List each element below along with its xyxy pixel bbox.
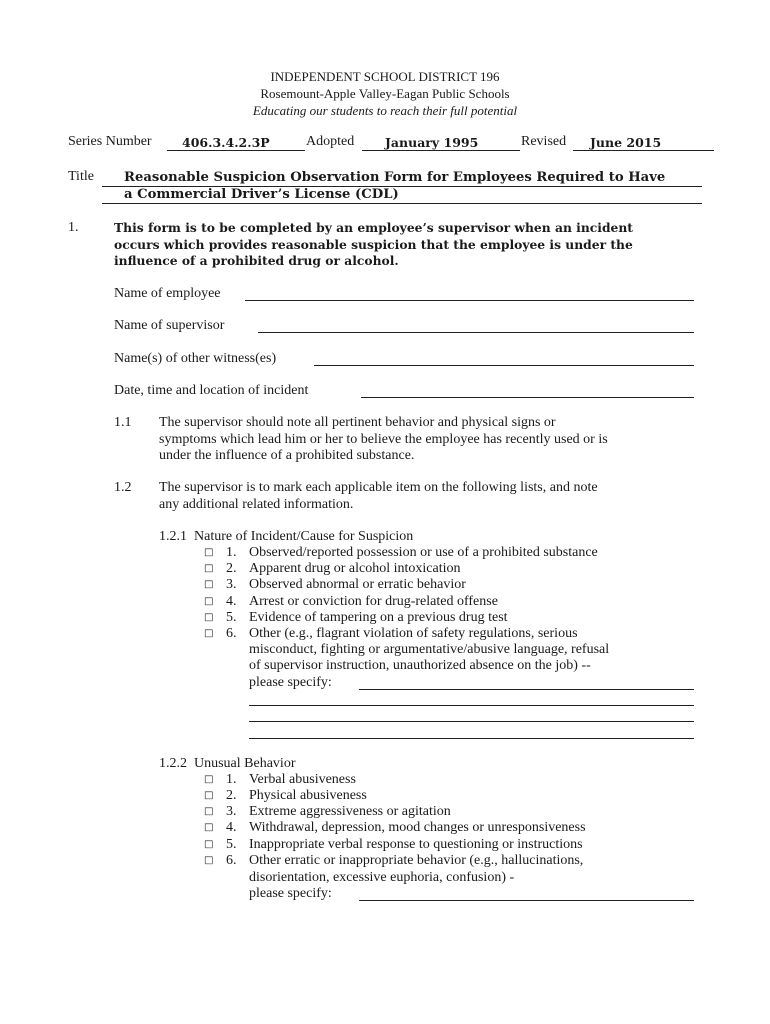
adopted-value: January 1995 (385, 135, 479, 150)
item-number: 2. (226, 788, 237, 803)
checkbox[interactable]: □ (204, 628, 214, 639)
witness-names-field[interactable] (314, 365, 694, 366)
checkbox[interactable]: □ (204, 774, 214, 785)
item-text-continued: misconduct, fighting or argumentative/abusive language, refusal (249, 642, 610, 657)
item-text: Observed/reported possession or use of a prohibited substance (249, 545, 598, 560)
item-number: 5. (226, 610, 237, 625)
section-1-2-2-heading: 1.2.2 Unusual Behavior (159, 756, 296, 771)
employee-name-field[interactable] (245, 300, 694, 301)
checkbox[interactable]: □ (204, 563, 214, 574)
item-text-continued: of supervisor instruction, unauthorized absence on the job) -- (249, 658, 591, 673)
employee-name-label: Name of employee (114, 286, 221, 301)
item-text: Verbal abusiveness (249, 772, 356, 787)
checkbox[interactable]: □ (204, 839, 214, 850)
witness-names-label: Name(s) of other witness(es) (114, 351, 277, 366)
intro-line: influence of a prohibited drug or alcohol. (114, 253, 399, 268)
supervisor-name-field[interactable] (258, 332, 694, 333)
adopted-label: Adopted (306, 134, 355, 149)
text-line: The supervisor should note all pertinent behavior and physical signs or (159, 415, 556, 430)
checkbox[interactable]: □ (204, 547, 214, 558)
specify-field[interactable] (359, 689, 694, 690)
incident-details-field[interactable] (361, 397, 694, 398)
section-1-1-number: 1.1 (114, 415, 132, 430)
title-label: Title (68, 169, 94, 184)
checkbox[interactable]: □ (204, 855, 214, 866)
item-number: 3. (226, 804, 237, 819)
specify-field-line[interactable] (249, 721, 694, 722)
item-text: Inappropriate verbal response to questioning or instructions (249, 837, 583, 852)
specify-field[interactable] (359, 900, 694, 901)
item-text: Extreme aggressiveness or agitation (249, 804, 451, 819)
item-text-continued: disorientation, excessive euphoria, confusion) - (249, 870, 515, 885)
specify-field-line[interactable] (249, 705, 694, 706)
specify-field-line[interactable] (249, 738, 694, 739)
item-text: Observed abnormal or erratic behavior (249, 577, 466, 592)
section-1-number: 1. (68, 220, 79, 235)
section-1-1-text (159, 415, 719, 465)
series-label: Series Number (68, 134, 152, 149)
district-name: INDEPENDENT SCHOOL DISTRICT 196 (270, 69, 500, 84)
incident-details-label: Date, time and location of incident (114, 383, 309, 398)
item-text: Arrest or conviction for drug-related offense (249, 594, 498, 609)
checkbox[interactable]: □ (204, 612, 214, 623)
text-line: symptoms which lead him or her to believe the employee has recently used or is (159, 431, 608, 447)
item-number: 3. (226, 577, 237, 592)
title-underline-2 (102, 203, 702, 204)
title-line-1: Reasonable Suspicion Observation Form for Employees Required to Have (124, 170, 666, 185)
checkbox[interactable]: □ (204, 790, 214, 801)
supervisor-name-label: Name of supervisor (114, 318, 225, 333)
specify-label: please specify: (249, 675, 332, 690)
item-text: Other erratic or inappropriate behavior (e.g., hallucinations, (249, 853, 584, 868)
section-1-2-1-heading: 1.2.1 Nature of Incident/Cause for Suspicion (159, 529, 414, 544)
revised-label: Revised (521, 134, 567, 149)
item-text: Physical abusiveness (249, 788, 367, 803)
revised-value: June 2015 (590, 135, 662, 150)
item-text: Evidence of tampering on a previous drug test (249, 610, 508, 625)
checkbox[interactable]: □ (204, 579, 214, 590)
intro-line: This form is to be completed by an employee’s supervisor when an incident (114, 220, 633, 235)
adopted-underline (362, 150, 520, 151)
title-line-2: a Commercial Driver’s License (CDL) (124, 187, 399, 202)
text-line: The supervisor is to mark each applicable item on the following lists, and note (159, 480, 598, 495)
checkbox[interactable]: □ (204, 806, 214, 817)
revised-underline (573, 150, 714, 151)
item-number: 2. (226, 561, 237, 576)
item-number: 5. (226, 837, 237, 852)
checkbox[interactable]: □ (204, 822, 214, 833)
specify-label: please specify: (249, 886, 332, 901)
text-line: any additional related information. (159, 496, 354, 512)
text-line: under the influence of a prohibited substance. (159, 448, 415, 463)
checkbox[interactable]: □ (204, 596, 214, 607)
section-1-intro (114, 220, 714, 270)
item-number: 4. (226, 594, 237, 609)
item-text: Other (e.g., flagrant violation of safety regulations, serious (249, 626, 578, 641)
item-number: 1. (226, 545, 237, 560)
item-text: Withdrawal, depression, mood changes or unresponsiveness (249, 820, 586, 835)
item-number: 6. (226, 626, 237, 641)
series-value: 406.3.4.2.3P (182, 135, 270, 150)
schools-name: Rosemount-Apple Valley-Eagan Public Schools (260, 86, 510, 101)
item-text: Apparent drug or alcohol intoxication (249, 561, 461, 576)
section-1-2-number: 1.2 (114, 480, 132, 495)
series-underline (167, 150, 305, 151)
intro-line: occurs which provides reasonable suspicion that the employee is under the (114, 236, 633, 252)
item-number: 4. (226, 820, 237, 835)
item-number: 6. (226, 853, 237, 868)
district-motto: Educating our students to reach their full potential (252, 103, 518, 118)
item-number: 1. (226, 772, 237, 787)
section-1-2-text (159, 480, 719, 513)
